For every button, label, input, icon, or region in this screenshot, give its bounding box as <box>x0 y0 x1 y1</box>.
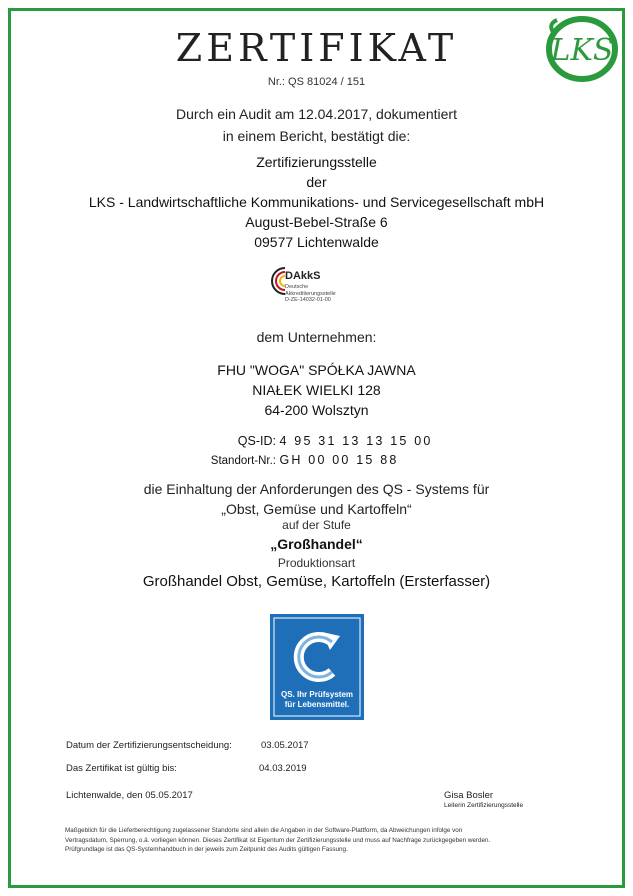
company-city: 64-200 Wolsztyn <box>264 402 369 418</box>
stufe-label: auf der Stufe <box>282 518 351 532</box>
qs-logo-line1: QS. Ihr Prüfsystem <box>280 690 354 699</box>
recipient-block <box>0 360 633 420</box>
valid-until-value: 04.03.2019 <box>259 763 307 774</box>
decision-date-label: Datum der Zertifizierungsentscheidung: <box>66 740 232 751</box>
qs-id-value: 4 95 31 13 13 15 00 <box>279 434 433 448</box>
signer-role: Leiterin Zertifizierungsstelle <box>444 802 524 809</box>
certifier-block: Zertifizierungsstelle der LKS - Landwirtschaftliche Kommunikations- und Servicegesellschaft mbH August-Bebel-Straße 6 09577 Lichtenwalde <box>88 154 545 250</box>
footnote: Maßgeblich für die Lieferberechtigung zugelassener Standorte sind allein die Angaben in der Software-Plattform, da Abweichungen infolge von Vertragsdatum, Sperrung, o.ä. vorliegen können. Dieses Zertifikat ist Eigentum der Zertifizierungsstelle und muss auf Nachfrage zurückgegeben werden. Prüfgrundlage ist das QS-Systemhandbuch in der jeweils zum Zeitpunkt des Audits gültigen Fassung. <box>65 827 491 853</box>
place-date: Lichtenwalde, den 05.05.2017 <box>66 790 193 801</box>
valid-until-label: Das Zertifikat ist gültig bis: <box>66 763 177 774</box>
certificate-number: Nr.: QS 81024 / 151 <box>267 76 366 88</box>
recipient-intro: dem Unternehmen: <box>256 329 377 345</box>
company-street: NIAŁEK WIELKI 128 <box>252 382 381 398</box>
production-type-label: Produktionsart <box>277 556 356 570</box>
signer-name: Gisa Bosler <box>444 790 494 801</box>
decision-date-value: 03.05.2017 <box>261 740 309 751</box>
qs-id-label: QS-ID: <box>237 434 276 448</box>
standort-value: GH 00 00 15 88 <box>279 453 399 467</box>
dakks-name: DAkkS <box>285 270 321 282</box>
certificate-title: ZERTIFIKAT <box>175 26 458 70</box>
company-name: FHU "WOGA" SPÓŁKA JAWNA <box>217 362 416 378</box>
audit-intro: Durch ein Audit am 12.04.2017, dokumentiert in einem Bericht, bestätigt die: <box>176 106 457 144</box>
compliance-statement: die Einhaltung der Anforderungen des QS - Systems für „Obst, Gemüse und Kartoffeln“ <box>143 481 490 517</box>
qs-logo <box>270 614 364 720</box>
id-block <box>196 432 433 471</box>
standort-label: Standort-Nr.: <box>210 455 276 467</box>
stufe-value: „Großhandel“ <box>270 536 363 552</box>
svg-text:LKS: LKS <box>550 33 614 68</box>
dakks-subtitle: Deutsche Akkreditierungsstelle D-ZE-14032-01-00 <box>285 284 336 303</box>
qs-logo-line2: für Lebensmittel. <box>284 700 350 709</box>
production-type-value: Großhandel Obst, Gemüse, Kartoffeln (Ersterfasser) <box>142 573 491 590</box>
dakks-logo <box>263 262 373 312</box>
